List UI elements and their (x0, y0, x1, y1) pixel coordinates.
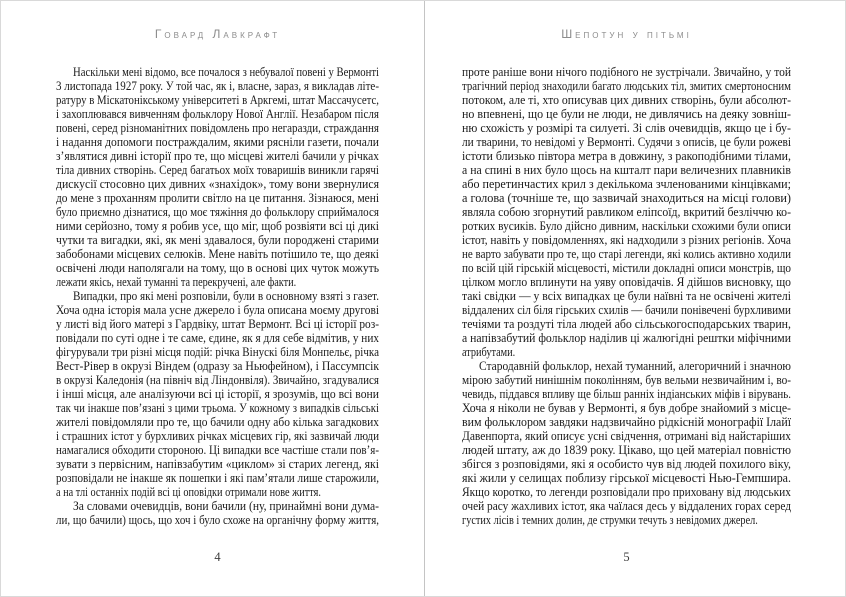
text-line: лежати якісь, нехай туманні та перекручені, але факти. (56, 274, 297, 289)
text-line: очей расу жахливих істот, яка чаїлася десь у віддалених горах серед (462, 498, 791, 513)
text-line: фігурували три різні місця подій: річка Вінускі біля Монпельє, річка (56, 344, 379, 359)
text-line: ню схожість у розмірі та силуеті. Зі слів очевидців, якщо це і бу- (462, 120, 791, 135)
text-line: Наскільки мені відомо, все почалося з небувалої повені у Вермонті (73, 64, 379, 79)
text-line: віддалених сіл біля гірських схилів — бачили понівечені бурхливими (462, 302, 791, 317)
text-line: 3 листопада 1927 року. У той час, як і, власне, зараз, я викладав літе- (56, 78, 379, 93)
text-line: ли, що бачили) щось, що хоч і було схоже на органічну форму життя, (56, 512, 379, 527)
text-line: являла собою згорнутий равликом еліпсоїд, вкритий безліччю ко- (462, 204, 791, 219)
right-text-block (462, 65, 791, 527)
page-number: 4 (214, 550, 221, 564)
text-line: дискусії стосовно цих дивних «знахідок», тому вони звернулися (56, 176, 379, 191)
text-line: Випадки, про які мені розповіли, були в основному взяті з газет. (73, 288, 379, 303)
text-line: у листі від його матері з Гардвіку, штат Вермонт. Всі ці історії роз- (56, 316, 379, 331)
text-line: Хоча одна історія мала усне джерело і була описана моєму другові (56, 302, 379, 317)
text-line: з’являтися дивні історії про те, що місцеві жителі бачили у річках (56, 148, 379, 163)
text-line: істоти близько півтора метра в довжину, з ракоподібними тілами, (462, 148, 791, 163)
text-line: ли тварини, то невідомі у Вермонті. Судячи з описів, це були рожеві (462, 134, 791, 149)
text-line: Давенпорта, який описує усні свідчення, отримані від найстаріших (462, 428, 791, 443)
left-text-block (56, 65, 379, 527)
text-line: потоком, але ті, хто описував цих дивних створінь, були абсолют- (462, 92, 791, 107)
text-line: тіла дивних створінь. Серед багатьох моїх товаришів виникли гарячі (56, 162, 379, 177)
text-line: проте раніше вони нічого подібного не зустрічали. Звичайно, у той (462, 64, 791, 79)
text-line: повідали по суті одне і те саме, єдине, як я для себе відмітив, у них (56, 330, 379, 345)
text-line: но впевнені, що це були не люди, не дивлячись на деяку зовніш- (462, 106, 791, 121)
text-line: істот, навіть у повідомленнях, які надходили з різних регіонів. Хоча (462, 232, 791, 247)
text-line: в окрузі Каледонія (на північ від Ліндонвіля). Звичайно, згадувалися (56, 372, 379, 387)
text-line: течіями та роздуті тіла людей або сільськогосподарських тварин, (462, 316, 791, 331)
text-line: забобонами місцевих селюків. Мене навіть потішило те, що деякі (56, 246, 379, 261)
text-line: густих лісів і темних долин, де струмки течуть з невідомих джерел. (462, 512, 758, 527)
text-line: жителі повідомляли про те, що бачили одну або кілька загадкових (56, 414, 379, 429)
text-line: Хоча я ніколи не бував у Вермонті, я був добре знайомий з місце- (462, 400, 791, 415)
text-line: ратуру в Міскатонікському університеті в Аркгемі, штат Массачусетс, (56, 92, 379, 107)
text-line: і надання допомоги постраждалим, якими рясніли газети, почали (56, 134, 379, 149)
text-line: до мене з проханням пролити світло на це питання. Зізнаюся, мені (56, 190, 379, 205)
text-line: мірою забутий нинішнім поколінням, був вельми незвичайним і, во- (462, 372, 791, 387)
text-line: і захоплювався вивченням фольклору Нової Англії. Незабаром після (56, 106, 379, 121)
text-line: ротких вусиків. Було дійсно дивним, наскільки схожими були описи (462, 218, 791, 233)
left-page (1, 1, 424, 597)
text-line: зувати з первісним, напівзабутим «циклом» зі старих легенд, які (56, 456, 379, 471)
text-line: так чи інакше пов’язані з цими трьома. У кожному з випадків сільські (56, 400, 379, 415)
text-line: людей штату, аж до 1839 року. Цікаво, що цей матеріал повністю (462, 442, 791, 457)
right-page (424, 1, 846, 597)
text-line: намагалися обходити стороною. Ці випадки все частіше стали пов’я- (56, 442, 379, 457)
text-line: збігся з розповідями, які я особисто чув від людей похилого віку, (462, 456, 791, 471)
text-line: розповідали не інакше як пошепки і які пам’ятали лише старожили, (56, 470, 379, 485)
text-line: За словами очевидців, вони бачили (ну, принаймні вони дума- (73, 498, 379, 513)
text-line: які жили у селищах поблизу гірської місцевості Нью-Гемпшира. (462, 470, 791, 485)
text-line: повені, серед різноманітних повідомлень про негаразди, страждання (56, 120, 379, 135)
running-header-title: Шепотун у пітьмі (561, 27, 692, 41)
text-line: чевидь, піддався впливу ще більш ранніх індіанських міфів і вірувань. (462, 386, 791, 401)
text-line: чутки та вигадки, які, як мені здавалося, були породжені старими (56, 232, 379, 247)
text-line: атрибутами. (462, 344, 516, 359)
text-line: вим фольклором завдяки надзвичайно рідкісній монографії Ілайї (462, 414, 791, 429)
text-line: Вест-Рівер в окрузі Віндем (одразу за Ньюфейном), і Пассумпсік (56, 358, 379, 373)
text-line: ними серйозно, тому я робив усе, що міг, щоб розвіяти всі ці дикі (56, 218, 379, 233)
text-line: а на спині в них було щось на кшталт пари величезних плавників (462, 162, 791, 177)
text-line: такі свідки — у всіх випадках це були наївні та не освічені жителі (462, 288, 791, 303)
text-line: освічені люди наполягали на тому, що в основі цих чуток можуть (56, 260, 379, 275)
text-line: і інші місця, але аналізуючи всі ці історії, я зрозумів, що всі вони (56, 386, 379, 401)
text-line: не варто забувати про те, що старі легенди, які колись активно ходили (462, 246, 791, 261)
text-line: Стародавній фольклор, нехай туманний, алегоричний і значною (479, 358, 791, 373)
text-line: було приємно дізнатися, що моє тяжіння до фольклору сприймалося (56, 204, 379, 219)
text-line: а голова (точніше те, що зазвичай знаходиться на місці голови) (462, 190, 791, 205)
running-header-author: Говард Лавкрафт (154, 27, 281, 41)
text-line: Якщо коротко, то легенди розповідали про приховану від людських (462, 484, 791, 499)
page-number: 5 (623, 550, 630, 564)
text-line: цілком могло вплинути на уяву оповідачів. Я дійшов висновку, що (462, 274, 791, 289)
text-line: а напівзабутий фольклор наділив ці жалюгідні рештки міфічними (462, 330, 791, 345)
text-line: а на тлі останніх подій всі ці оповідки отримали нове життя. (56, 484, 321, 499)
text-line: по всій цій гірській місцевості, містили докладні описи монстрів, що (462, 260, 791, 275)
text-line: і страшних істот у бурхливих річках місцевих гір, які зазвичай люди (56, 428, 379, 443)
text-line: трагічний період знаходили багато людських тіл, змитих смертоносним (462, 78, 791, 93)
text-line: або перетинчастих крил з декількома зчленованими кінцівками; (462, 176, 791, 191)
